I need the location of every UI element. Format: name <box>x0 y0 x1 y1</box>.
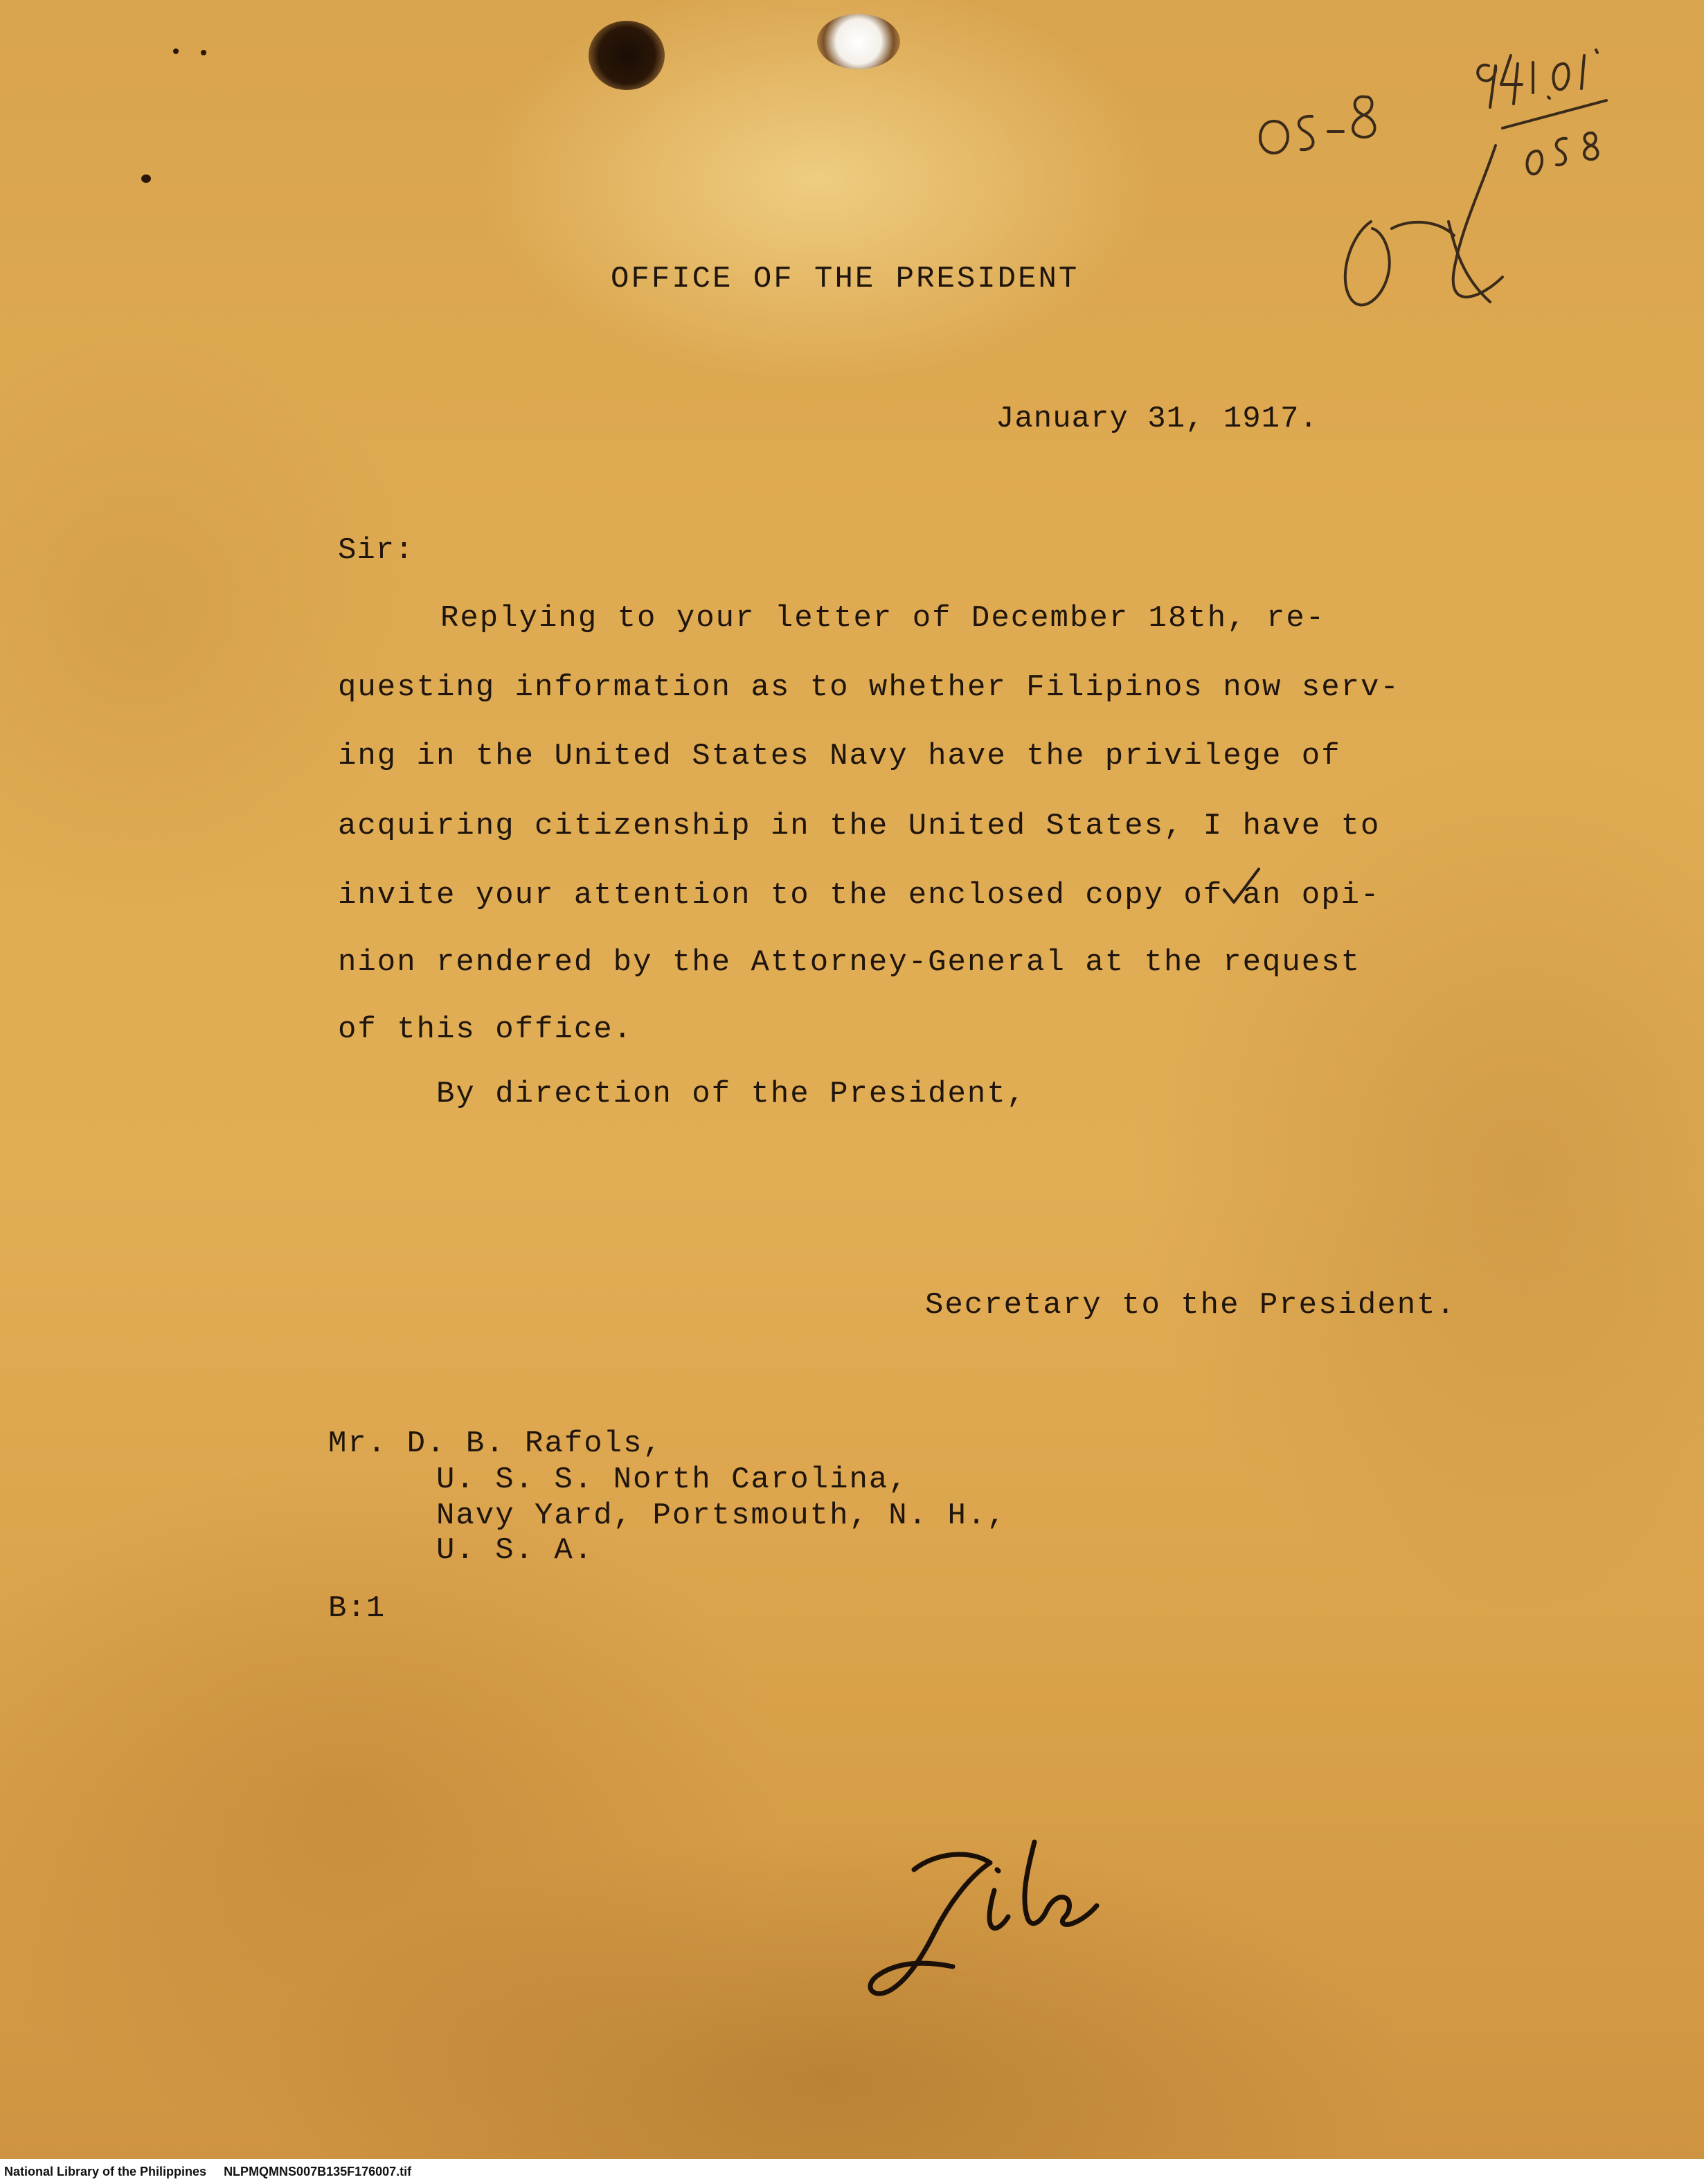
body-line: Replying to your letter of December 18th, re- <box>440 601 1326 636</box>
letterhead: OFFICE OF THE PRESIDENT <box>611 262 1079 296</box>
body-line: questing information as to whether Filipinos now serv- <box>338 670 1400 705</box>
body-line: acquiring citizenship in the United States, I have to <box>338 809 1381 843</box>
address-line: U. S. A. <box>436 1533 594 1568</box>
body-line: of this office. <box>338 1012 634 1047</box>
footer-filename: NLPMQMNS007B135F176007.tif <box>224 2165 412 2178</box>
ink-speck <box>201 50 206 55</box>
ink-speck <box>173 48 179 54</box>
body-line: ing in the United States Navy have the privilege of <box>338 739 1341 773</box>
signoff: Secretary to the President. <box>925 1288 1456 1323</box>
scan-footer <box>0 2159 1704 2184</box>
footer-institution: National Library of the Philippines <box>4 2165 207 2178</box>
closing-line: By direction of the President, <box>436 1077 1027 1111</box>
reference-initials: B:1 <box>328 1591 386 1626</box>
address-line: Mr. D. B. Rafols, <box>328 1426 663 1461</box>
ink-speck <box>141 174 151 183</box>
punch-hole-stain <box>589 21 665 90</box>
body-line: invite your attention to the enclosed copy of an opi- <box>338 878 1381 913</box>
punch-hole-torn <box>817 14 900 69</box>
footer-text <box>4 2165 411 2179</box>
body-line: nion rendered by the Attorney-General at the request <box>338 945 1361 980</box>
letter-date: January 31, 1917. <box>996 402 1318 436</box>
salutation: Sir: <box>338 533 414 568</box>
address-line: U. S. S. North Carolina, <box>436 1462 908 1497</box>
address-line: Navy Yard, Portsmouth, N. H., <box>436 1498 1007 1533</box>
